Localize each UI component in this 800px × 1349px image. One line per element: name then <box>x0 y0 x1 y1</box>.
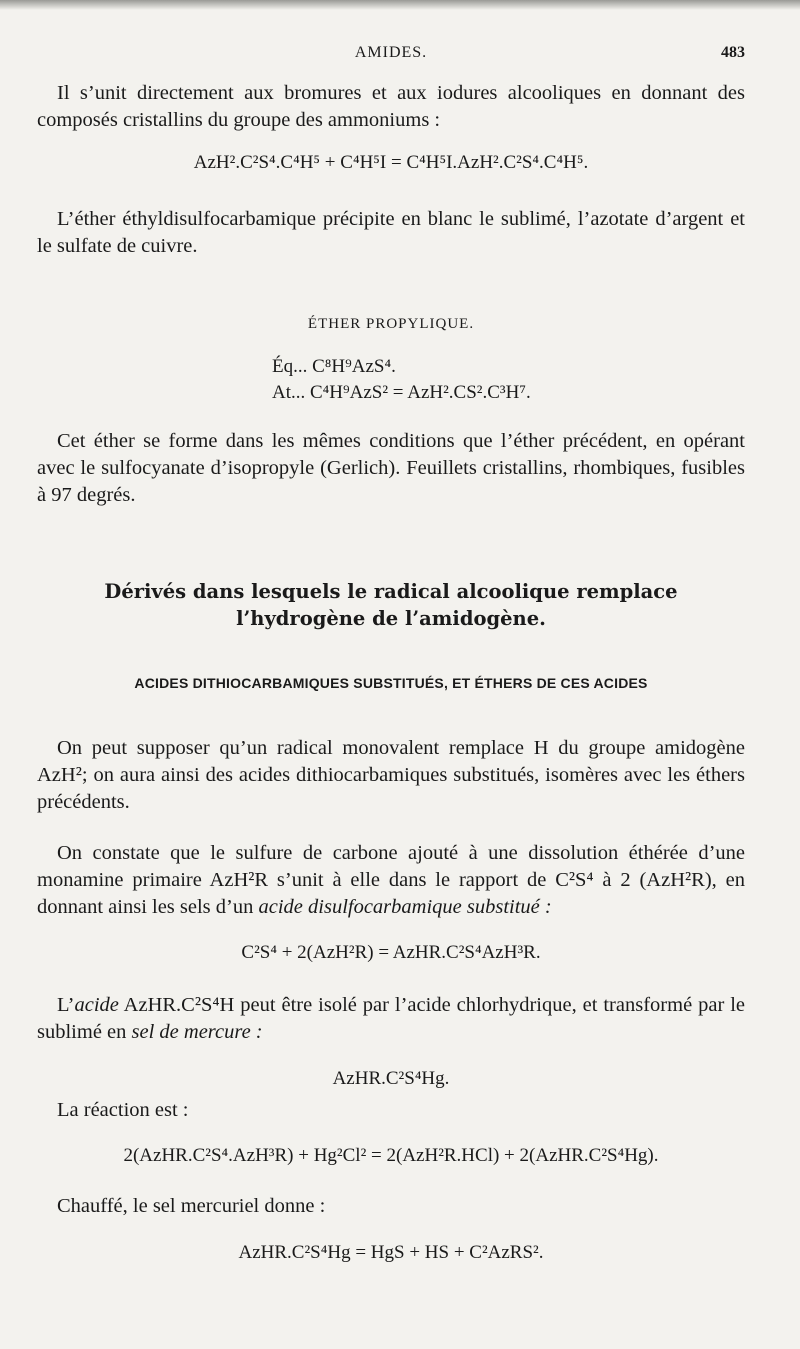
page-top-edge <box>0 0 800 10</box>
paragraph-precipitate: L’éther éthyldisulfocarbamique précipite en blanc le sublimé, l’azotate d’argent et le sulfate de cuivre. <box>37 208 745 257</box>
formula-atomic: At... C⁴H⁹AzS² = AzH².CS².C³H⁷. <box>272 382 531 403</box>
paragraph-chauffe: Chauffé, le sel mercuriel donne : <box>57 1195 326 1217</box>
equation-decomposition: AzHR.C²S⁴Hg = HgS + HS + C²AzRS². <box>238 1242 544 1263</box>
section-title-derives <box>37 578 745 632</box>
equation-mercure: AzHR.C²S⁴Hg. <box>332 1068 450 1089</box>
section-subtitle-acides: ACIDES DITHIOCARBAMIQUES SUBSTITUÉS, ET ÉTHERS DE CES ACIDES <box>134 675 648 691</box>
equation-ammonium: AzH².C²S⁴.C⁴H⁵ + C⁴H⁵I = C⁴H⁵I.AzH².C²S⁴.C⁴H⁵. <box>193 152 589 173</box>
page-number: 483 <box>721 44 745 61</box>
paragraph-sulfure-italic: acide disulfocarbamique substitué : <box>258 896 552 918</box>
paragraph-acide-italic: sel de mercure : <box>131 1021 263 1043</box>
paragraph-acide-word: acide <box>74 994 119 1016</box>
paragraph-acide <box>37 992 745 1046</box>
propyl-formulas <box>272 354 531 406</box>
paragraph-propyl-ether: Cet éther se forme dans les mêmes conditions que l’éther précédent, en opérant avec le sulfocyanate d’isopropyle (Gerlich). Feuillets cristallins, rhombiques, fusibles à 97 degrés. <box>37 430 745 506</box>
paragraph-sulfure <box>37 840 745 921</box>
paragraph-radical: On peut supposer qu’un radical monovalent remplace H du groupe amidogène AzH²; on aura ainsi des acides dithiocarbamiques substitués, isomères avec les éthers précédents. <box>37 737 745 813</box>
equation-reaction: 2(AzHR.C²S⁴.AzH³R) + Hg²Cl² = 2(AzH²R.HCl) + 2(AzHR.C²S⁴Hg). <box>123 1145 659 1166</box>
paragraph-reaction: La réaction est : <box>57 1099 189 1121</box>
running-header <box>37 44 745 70</box>
paragraph-acide-text: AzHR.C²S⁴H peut être isolé par l’acide chlorhydrique, et transformé par le sublimé en <box>37 994 745 1043</box>
paragraph-ammonium: Il s’unit directement aux bromures et aux iodures alcooliques en donnant des composés cristallins du groupe des ammoniums : <box>37 82 745 131</box>
section-title-ether-propylique: ÉTHER PROPYLIQUE. <box>307 316 475 332</box>
paragraph-acide-prefix: L’ <box>57 994 75 1016</box>
section-title-line-1: Dérivés dans lesquels le radical alcoolique remplace <box>104 580 678 603</box>
running-title: AMIDES. <box>354 44 428 61</box>
paragraph-sulfure-text: On constate que le sulfure de carbone ajouté à une dissolution éthérée d’une monamine primaire AzH²R s’unit à elle dans le rapport de C²S⁴ à 2 (AzH²R), en donnant ainsi les sels d’un <box>37 842 745 918</box>
section-title-line-2: l’hydrogène de l’amidogène. <box>236 607 546 630</box>
equation-sulfure: C²S⁴ + 2(AzH²R) = AzHR.C²S⁴AzH³R. <box>241 942 541 963</box>
formula-equivalent: Éq... C⁸H⁹AzS⁴. <box>272 356 396 377</box>
